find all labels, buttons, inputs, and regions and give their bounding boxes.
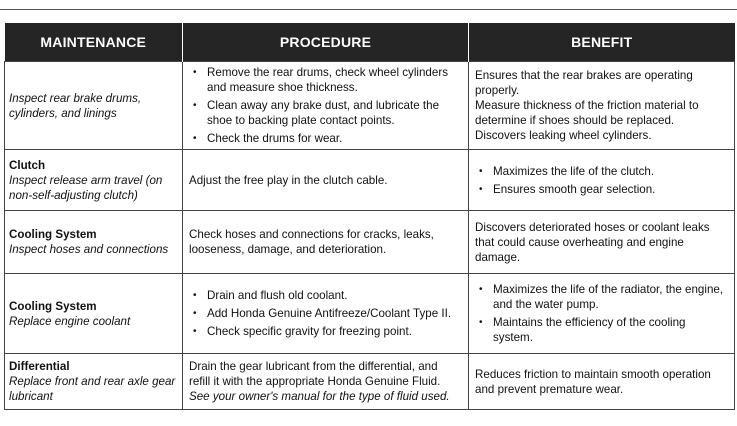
item-title: Differential: [9, 360, 70, 373]
maintenance-cell: [5, 62, 183, 150]
benefit-text: Ensures that the rear brakes are operating properly.: [475, 69, 693, 97]
header-row: [5, 23, 735, 62]
procedure-bullet: • Remove the rear drums, check wheel cylinders and measure shoe thickness.: [189, 65, 462, 95]
procedure-bullet: • Clean away any brake dust, and lubricate the shoe to backing plate contact points.: [189, 98, 462, 128]
table-row: [5, 150, 735, 211]
table-row: [5, 354, 735, 410]
item-description: Replace engine coolant: [9, 314, 131, 328]
benefit-text: Discovers deteriorated hoses or coolant leaks that could cause overheating and engine damage.: [475, 220, 710, 264]
procedure-bullet: • Drain and flush old coolant.: [189, 288, 462, 303]
procedure-bullet: • Add Honda Genuine Antifreeze/Coolant Type II.: [189, 306, 462, 321]
procedure-note: See your owner's manual for the type of fluid used.: [189, 390, 450, 403]
procedure-text: Adjust the free play in the clutch cable.: [189, 173, 388, 187]
header-maintenance: MAINTENANCE: [5, 23, 183, 62]
benefit-cell: [469, 354, 735, 410]
table-row: [5, 62, 735, 150]
benefit-text: Discovers leaking wheel cylinders.: [475, 129, 652, 142]
item-title: Cooling System: [9, 228, 97, 241]
maintenance-cell: [5, 354, 183, 410]
benefit-bullet: • Ensures smooth gear selection.: [475, 182, 728, 197]
benefit-cell: [469, 62, 735, 150]
item-description: Replace front and rear axle gear lubricant: [9, 375, 176, 403]
maintenance-cell: [5, 150, 183, 211]
procedure-cell: [183, 150, 469, 211]
procedure-cell: [183, 274, 469, 354]
benefit-text: Measure thickness of the friction material to determine if shoes should be replaced.: [475, 99, 699, 127]
procedure-text: Check hoses and connections for cracks, leaks, looseness, damage, and deterioration.: [189, 228, 434, 256]
maintenance-cell: [5, 211, 183, 274]
table-row: [5, 274, 735, 354]
item-description: Inspect release arm travel (on non-self-adjusting clutch): [9, 173, 163, 202]
item-description: Inspect rear brake drums, cylinders, and linings: [9, 91, 142, 120]
table-row: [5, 211, 735, 274]
item-title: Clutch: [9, 158, 46, 172]
procedure-text: Drain the gear lubricant from the differential, and refill it with the appropriate Honda Genuine Fluid.: [189, 360, 441, 388]
benefit-cell: [469, 150, 735, 211]
benefit-cell: [469, 274, 735, 354]
benefit-bullet: • Maximizes the life of the radiator, the engine, and the water pump.: [475, 282, 728, 312]
top-divider: [0, 9, 737, 10]
header-benefit: BENEFIT: [469, 23, 735, 62]
item-description: Inspect hoses and connections: [9, 243, 169, 256]
item-title: Cooling System: [9, 299, 97, 313]
procedure-cell: [183, 62, 469, 150]
procedure-bullet: • Check specific gravity for freezing point.: [189, 324, 462, 339]
maintenance-cell: [5, 274, 183, 354]
procedure-cell: [183, 354, 469, 410]
header-procedure: PROCEDURE: [183, 23, 469, 62]
benefit-bullet: • Maximizes the life of the clutch.: [475, 164, 728, 179]
procedure-cell: [183, 211, 469, 274]
benefit-text: Reduces friction to maintain smooth operation and prevent premature wear.: [475, 367, 711, 396]
benefit-bullet: • Maintains the efficiency of the cooling system.: [475, 315, 728, 345]
benefit-cell: [469, 211, 735, 274]
procedure-bullet: • Check the drums for wear.: [189, 131, 462, 146]
maintenance-table: [4, 23, 735, 410]
